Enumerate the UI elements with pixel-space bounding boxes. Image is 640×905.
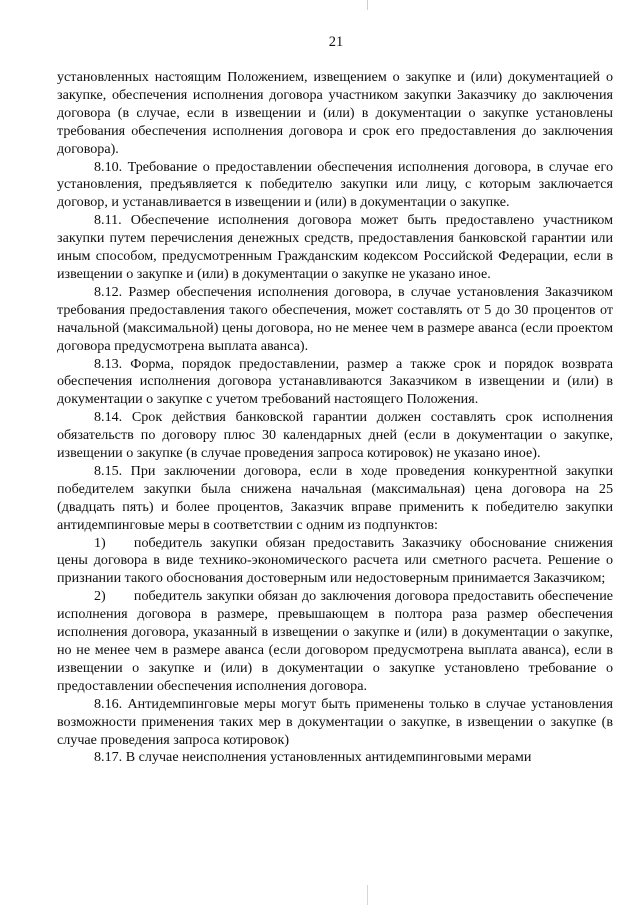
paragraph-8-12: 8.12. Размер обеспечения исполнения договора, в случае установления Заказчиком требования предоставления такого обеспечения, может составлять от 5 до 30 процентов от начальной (максимальной) цены договора, но не менее чем в размере аванса (если проектом договора предусмотрена выплата аванса).	[57, 283, 613, 354]
paragraph-8-10: 8.10. Требование о предоставлении обеспечения исполнения договора, в случае его установления, предъявляется к победителю закупки или лицу, с которым заключается договор, и устанавливается в извещении и (или) в документации о закупке.	[57, 158, 613, 211]
paragraph-8-14: 8.14. Срок действия банковской гарантии должен составлять срок исполнения обязательств по договору плюс 30 календарных дней (если в документации о закупке, извещении о закупке (в случае проведения запроса котировок) не указано иное).	[57, 409, 613, 462]
subparagraph-8-15-1: 1) победитель закупки обязан предоставить Заказчику обоснование снижения цены договора в виде технико-экономического расчета или сметного расчета. Решение о признании такого обоснования достоверным или недостоверным принимается Заказчиком;	[57, 534, 613, 587]
paragraph-8-16: 8.16. Антидемпинговые меры могут быть применены только в случае установления возможности применения таких мер в документации о закупке, в извещении о закупке (в случае проведения запроса котировок)	[57, 695, 613, 748]
paragraph-8-13: 8.13. Форма, порядок предоставлении, размер а также срок и порядок возврата обеспечения исполнения договора устанавливаются Заказчиком в извещении и (или) в документации о закупке с учетом требований настоящего Положения.	[57, 355, 613, 408]
document-body	[57, 69, 613, 767]
paragraph-8-11: 8.11. Обеспечение исполнения договора может быть предоставлено участником закупки путем перечисления денежных средств, предоставления банковской гарантии или иным способом, предусмотренным Гражданским кодексом Российской Федерации, если в извещении о закупке и (или) в документации о закупке не указано иное.	[57, 212, 613, 282]
scan-artifact-top	[367, 0, 368, 10]
subparagraph-8-15-2: 2) победитель закупки обязан до заключения договора предоставить обеспечение исполнения договора в размере, превышающем в полтора раза размер обеспечения исполнения договора, указанный в извещении о закупке и (или) в документации о закупке, но не менее чем в размере аванса (если договором предусмотрена выплата аванса), если в извещении о закупке и (или) в документации о закупке установлено требование о предоставлении обеспечения исполнения договора.	[57, 588, 613, 694]
paragraph-8-17: 8.17. В случае неисполнения установленных антидемпинговыми мерами	[94, 749, 532, 766]
scan-artifact-bottom	[367, 885, 368, 905]
page-number: 21	[328, 34, 344, 50]
paragraph-continuation: установленных настоящим Положением, извещением о закупке и (или) документацией о закупке, обеспечения исполнения договора участником закупки Заказчику до заключения договора (в случае, если в извещении и (или) в документации о закупке установлены требования обеспечения исполнения договора и срок его предоставления до заключения договора).	[57, 69, 613, 157]
paragraph-8-15: 8.15. При заключении договора, если в ходе проведения конкурентной закупки победителем закупки была снижена начальная (максимальная) цена договора на 25 (двадцать пять) и более процентов, Заказчик вправе применить к победителю закупки антидемпинговые меры в соответствии с одним из подпунктов:	[57, 462, 613, 533]
